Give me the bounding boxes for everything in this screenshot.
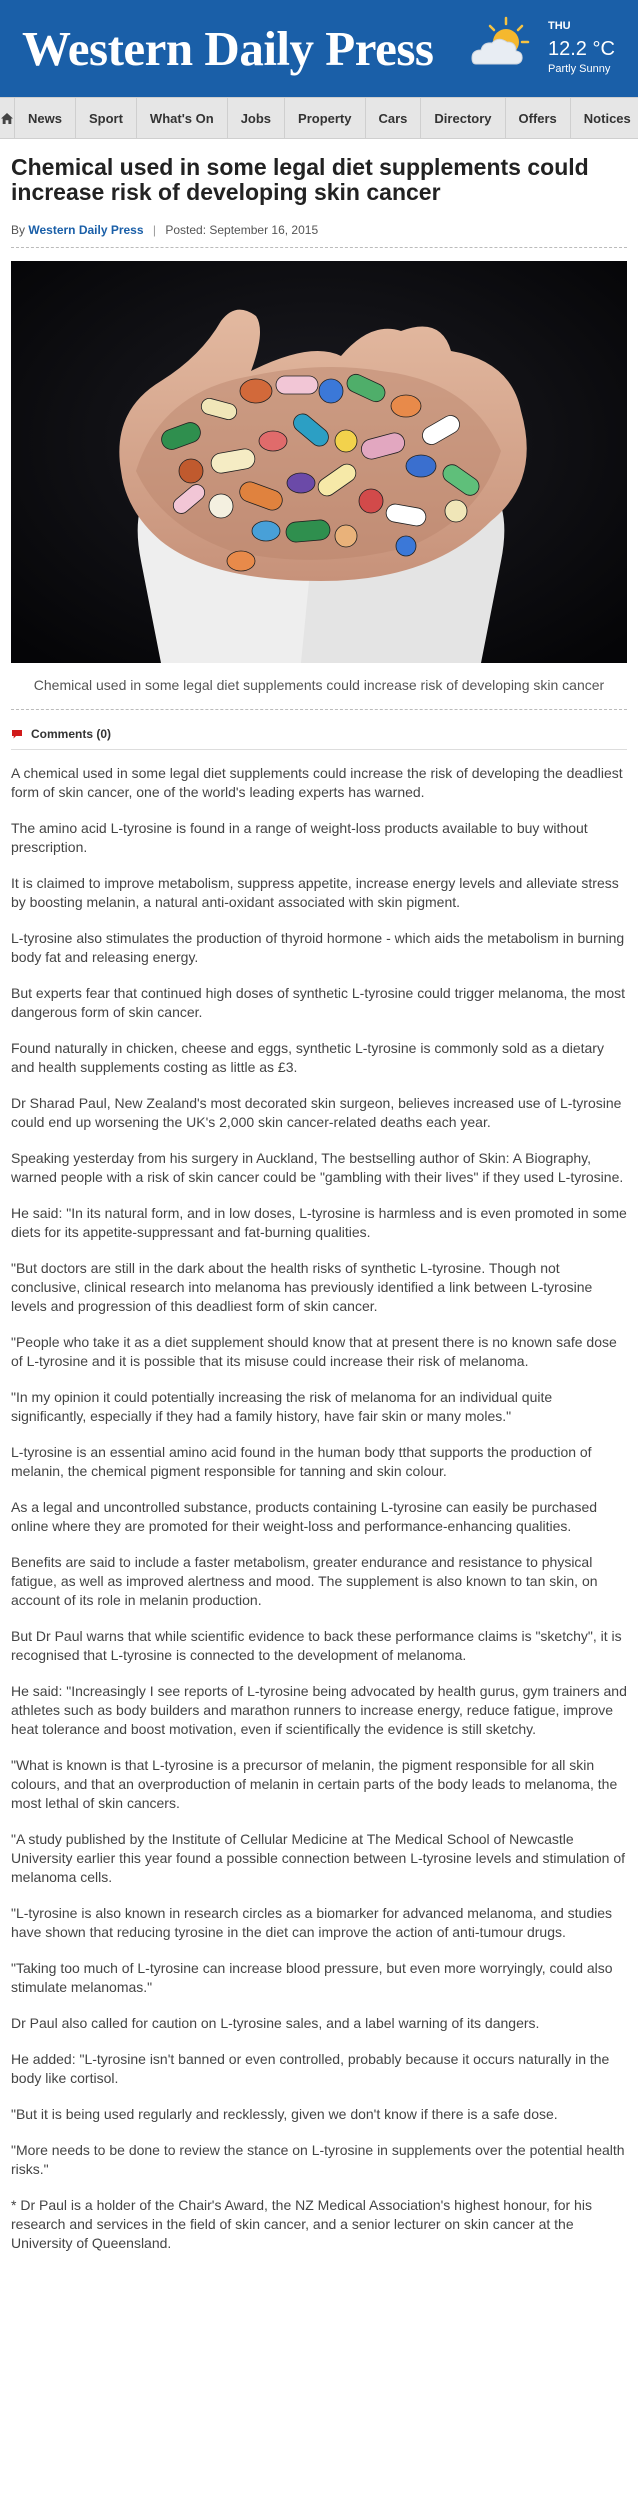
nav-item-property[interactable]: Property (285, 98, 365, 138)
nav-item-whats-on[interactable]: What's On (137, 98, 228, 138)
nav-home-button[interactable] (0, 98, 15, 138)
article-paragraph: L-tyrosine is an essential amino acid found in the human body tthat supports the production of melanin, the chemical pigment responsible for tanning and skin colour. (11, 1444, 592, 1479)
article-paragraph: Dr Sharad Paul, New Zealand's most decorated skin surgeon, believes increased use of L-tyrosine could end up worsening the UK's 2,000 skin cancer-related deaths each year. (11, 1095, 622, 1130)
byline (11, 223, 627, 237)
divider (11, 709, 627, 710)
divider (11, 749, 627, 750)
article-paragraph: "Taking too much of L-tyrosine can increase blood pressure, but even more worryingly, could also stimulate melanomas." (11, 1960, 613, 1995)
main-nav (0, 97, 638, 139)
weather-day: THU (548, 20, 571, 32)
article-paragraph: Speaking yesterday from his surgery in Auckland, The bestselling author of Skin: A Biography, warned people with a risk of skin cancer could be "gambling with their lives" if they used L-tyrosine. (11, 1150, 624, 1185)
byline-prefix: By (11, 223, 26, 237)
home-icon (0, 112, 14, 125)
article-paragraph: But Dr Paul warns that while scientific evidence to back these performance claims is "sketchy", it is recognised that L-tyrosine is connected to the development of melanoma. (11, 1628, 622, 1663)
article-paragraph: He said: "Increasingly I see reports of L-tyrosine being advocated by health gurus, gym trainers and athletes such as body builders and marathon runners to increase energy, reduce fatigue, improve heat tolerance and boost motivation, even if scientifically the evidence is still sketchy. (11, 1683, 627, 1737)
weather-condition: Partly Sunny (548, 63, 611, 75)
divider (11, 247, 627, 248)
article-paragraph: "In my opinion it could potentially increasing the risk of melanoma for an individual quite significantly, especially if they had a family history, have fair skin or many moles." (11, 1389, 553, 1424)
nav-item-directory[interactable]: Directory (421, 98, 505, 138)
article-image[interactable] (11, 261, 627, 663)
author-link[interactable]: Western Daily Press (28, 223, 144, 237)
article-paragraph: But experts fear that continued high doses of synthetic L-tyrosine could trigger melanoma, the most dangerous form of skin cancer. (11, 985, 625, 1020)
brand-logo[interactable]: Western Daily Press (22, 21, 434, 76)
article-paragraph: It is claimed to improve metabolism, suppress appetite, increase energy levels and alleviate stress by boosting melanin, a natural anti-oxidant associated with skin pigment. (11, 875, 619, 910)
weather-widget[interactable] (458, 0, 638, 97)
nav-item-jobs[interactable]: Jobs (228, 98, 285, 138)
article-body (11, 764, 627, 2253)
article-paragraph: Dr Paul also called for caution on L-tyrosine sales, and a label warning of its dangers. (11, 2015, 540, 2031)
article-headline: Chemical used in some legal diet supplements could increase risk of developing skin cancer (11, 154, 589, 205)
nav-item-cars[interactable]: Cars (366, 98, 422, 138)
nav-item-sport[interactable]: Sport (76, 98, 137, 138)
comments-count: Comments (0) (31, 727, 112, 741)
article-paragraph: "L-tyrosine is also known in research circles as a biomarker for advanced melanoma, and studies have shown that reducing tyrosine in the diet can improve the action of anti-tumour drugs. (11, 1905, 613, 1940)
article-paragraph: * Dr Paul is a holder of the Chair's Award, the NZ Medical Association's highest honour, for his research and services in the field of skin cancer, and a senior lecturer on skin cancer at the University of Queensland. (11, 2197, 592, 2251)
hands-holding-pills-image (11, 261, 627, 663)
posted-date: Posted: September 16, 2015 (165, 223, 319, 237)
partly-sunny-icon (466, 14, 536, 74)
nav-item-notices[interactable]: Notices (571, 98, 638, 138)
nav-item-news[interactable]: News (15, 98, 76, 138)
article-paragraph: As a legal and uncontrolled substance, products containing L-tyrosine can easily be purchased online where they are promoted for their weight-loss and performance-enhancing qualities. (11, 1499, 598, 1534)
byline-separator: | (152, 223, 156, 237)
article-paragraph: He added: "L-tyrosine isn't banned or even controlled, probably because it occurs naturally in the body like cortisol. (11, 2051, 610, 2086)
article-paragraph: "But it is being used regularly and recklessly, given we don't know if there is a safe dose. (11, 2106, 558, 2122)
comments-link[interactable] (11, 727, 627, 741)
nav-item-offers[interactable]: Offers (506, 98, 571, 138)
weather-temperature: 12.2 °C (548, 38, 615, 60)
speech-bubble-icon (11, 729, 23, 739)
article-paragraph: "But doctors are still in the dark about the health risks of synthetic L-tyrosine. Though not conclusive, clinical research into melanoma has previously identified a link between L-tyrosine levels and progression of this deadliest form of skin cancer. (11, 1260, 593, 1314)
article-paragraph: Found naturally in chicken, cheese and eggs, synthetic L-tyrosine is commonly sold as a dietary and health supplements costing as little as £3. (11, 1040, 604, 1075)
article-paragraph: L-tyrosine also stimulates the production of thyroid hormone - which aids the metabolism in burning body fat and releasing energy. (11, 930, 625, 965)
article-paragraph: He said: "In its natural form, and in low doses, L-tyrosine is harmless and is even promoted in some diets for its appetite-suppressant and fat-burning qualities. (11, 1205, 627, 1240)
article-paragraph: Benefits are said to include a faster metabolism, greater endurance and resistance to physical fatigue, as well as improved alertness and mood. The supplement is also known to tan skin, on account of its role in melanin production. (11, 1554, 598, 1608)
article-paragraph: The amino acid L-tyrosine is found in a range of weight-loss products available to buy without prescription. (11, 820, 588, 855)
article-paragraph: "People who take it as a diet supplement should know that at present there is no known safe dose of L-tyrosine and it is possible that its misuse could increase their risk of melanoma. (11, 1334, 617, 1369)
masthead (0, 0, 638, 97)
article-paragraph: "More needs to be done to review the stance on L-tyrosine in supplements over the potential health risks." (11, 2142, 625, 2177)
article-paragraph: "What is known is that L-tyrosine is a precursor of melanin, the pigment responsible for all skin colours, and that an overproduction of melanin in certain parts of the body leads to melanoma, the most lethal of skin cancers. (11, 1757, 618, 1811)
image-caption: Chemical used in some legal diet supplements could increase risk of developing skin cancer (33, 677, 605, 693)
article-paragraph: "A study published by the Institute of Cellular Medicine at The Medical School of Newcastle University earlier this year found a possible connection between L-tyrosine levels and stimulation of melanoma cells. (11, 1831, 625, 1885)
article (0, 155, 638, 2253)
article-paragraph: A chemical used in some legal diet supplements could increase the risk of developing the deadliest form of skin cancer, one of the world's leading experts has warned. (11, 765, 623, 800)
